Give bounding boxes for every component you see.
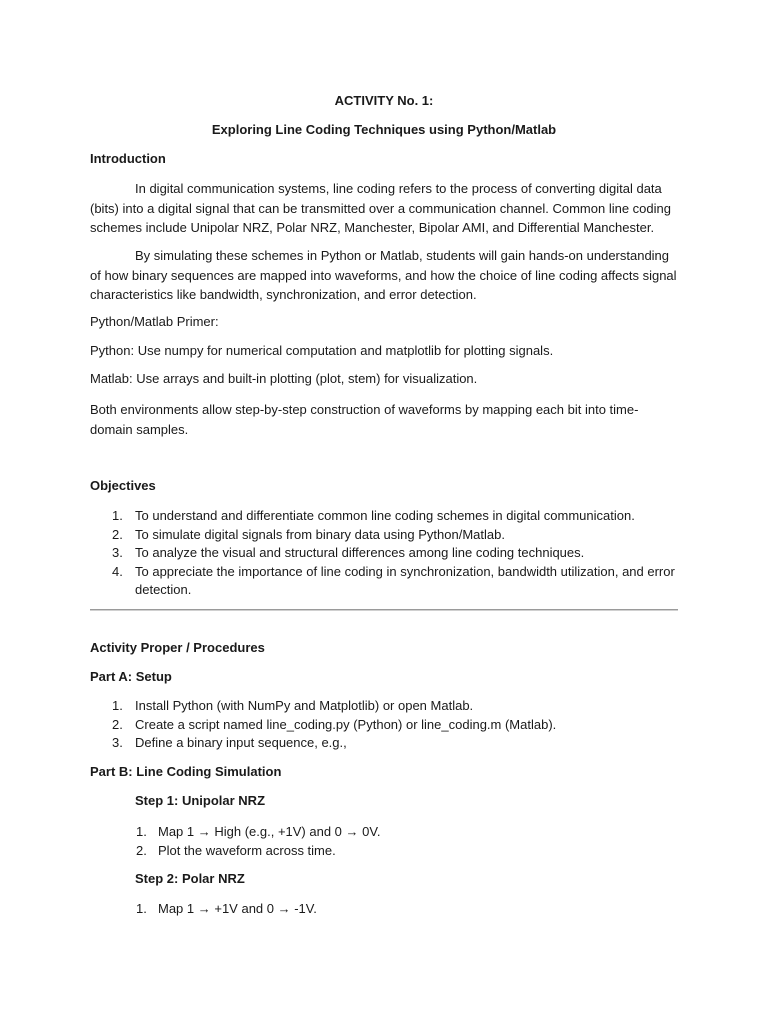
list-item: 3. To analyze the visual and structural differences among line coding techniques. [112,545,585,560]
activity-subtitle: Exploring Line Coding Techniques using Python/Matlab [211,122,557,137]
introduction-paragraph-2: By simulating these schemes in Python or Matlab, students will gain hands-on understanding of how binary sequences are mapped into waveforms, and how the choice of line coding affects signal characteristics like bandwidth, synchronization, and error detection. [90,248,677,302]
list-item: 4. To appreciate the importance of line coding in synchronization, bandwidth utilization, and error detection. [112,563,675,597]
list-item: 2. To simulate digital signals from binary data using Python/Matlab. [112,526,505,542]
list-item: 1. Map 1 → +1V and 0 → -1V. [136,901,317,916]
primer-python: Python: Use numpy for numerical computation and matplotlib for plotting signals. [90,343,554,358]
step2-list [90,900,678,919]
list-item: 2. Plot the waveform across time. [136,842,336,858]
list-item: 3. Define a binary input sequence, e.g., [112,735,347,750]
step1-list [90,823,678,860]
section-divider [90,609,678,611]
part-a-list [90,697,678,753]
list-item: 1. To understand and differentiate common line coding schemes in digital communication. [112,508,635,523]
activity-title: ACTIVITY No. 1: [334,93,434,108]
part-a-heading: Part A: Setup [90,669,172,684]
step2-heading: Step 2: Polar NRZ [135,871,245,886]
procedures-heading: Activity Proper / Procedures [90,640,265,655]
step1-heading: Step 1: Unipolar NRZ [135,793,266,808]
list-item: 2. Create a script named line_coding.py (Python) or line_coding.m (Matlab). [112,716,557,732]
objectives-heading: Objectives [90,478,156,493]
introduction-paragraph-1: In digital communication systems, line coding refers to the process of converting digital data (bits) into a digital signal that can be transmitted over a communication channel. Common line coding schemes include Unipolar NRZ, Polar NRZ, Manchester, Bipolar AMI, and Differential Manchester. [90,181,671,235]
objectives-list [90,507,678,600]
primer-matlab: Matlab: Use arrays and built-in plotting (plot, stem) for visualization. [90,371,478,386]
list-item: 1. Map 1 → High (e.g., +1V) and 0 → 0V. [136,824,381,839]
primer-both: Both environments allow step-by-step construction of waveforms by mapping each bit into time-domain samples. [90,402,639,437]
list-item: 1. Install Python (with NumPy and Matplotlib) or open Matlab. [112,698,474,713]
introduction-heading: Introduction [90,151,166,166]
part-b-heading: Part B: Line Coding Simulation [90,764,282,779]
primer-heading: Python/Matlab Primer: [90,314,219,329]
